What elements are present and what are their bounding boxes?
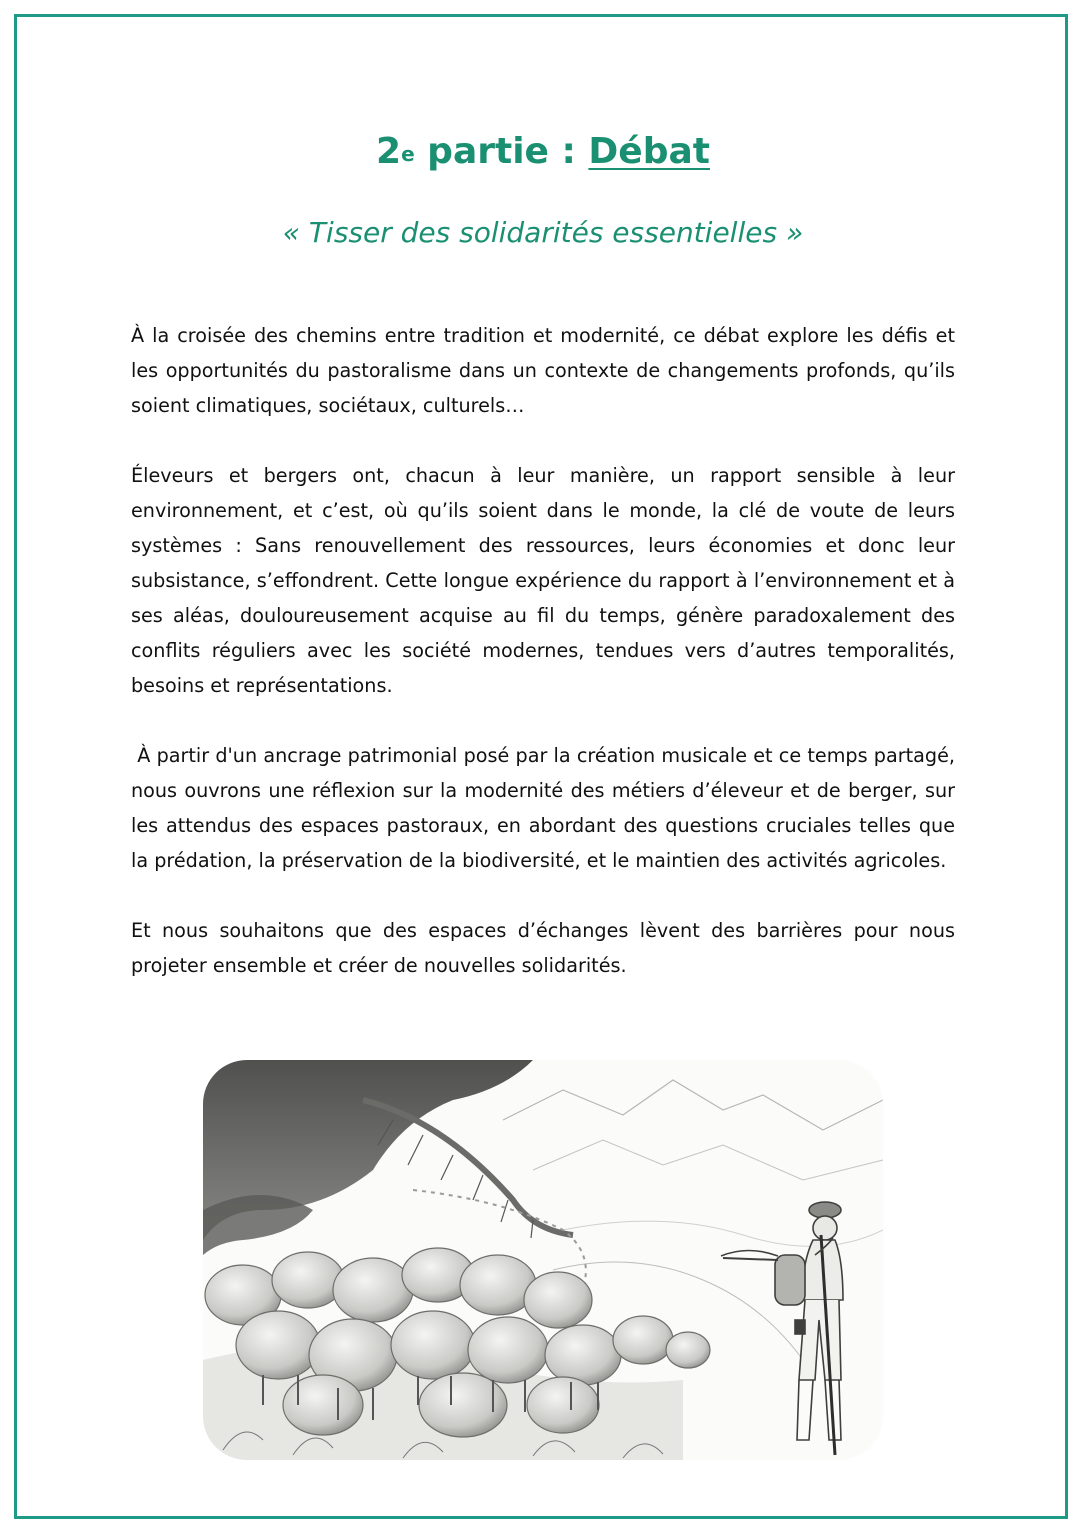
title-superscript: e xyxy=(401,142,415,166)
page-title xyxy=(0,128,1086,176)
paragraph-herders: Éleveurs et bergers ont, chacun à leur manière, un rapport sensible à leur environnement, et c’est, où qu’ils soient dans le monde, la clé de voute de leurs systèmes : Sans renouvellement des ressources, leurs économies et donc leur subsistance, s’effondrent. Cette longue expérience du rapport à l’environnement et à ses aléas, douloureusement acquise au fil du temps, génère paradoxalement des conflits réguliers avec les société modernes, tendues vers d’autres temporalités, besoins et représentations. xyxy=(131,464,955,697)
title-number: 2 xyxy=(376,131,402,172)
subtitle: « Tisser des solidarités essentielles » xyxy=(282,216,804,249)
title-highlight: Débat xyxy=(588,131,710,172)
title-prefix: partie : xyxy=(414,131,589,172)
paragraph-solidarity: Et nous souhaitons que des espaces d’échanges lèvent des barrières pour nous projeter ensemble et créer de nouvelles solidarités. xyxy=(131,919,955,977)
paragraph-reflection: À partir d'un ancrage patrimonial posé par la création musicale et ce temps partagé, nous ouvrons une réflexion sur la modernité des métiers d’éleveur et de berger, sur les attendus des espaces pastoraux, en abordant des questions cruciales telles que la prédation, la préservation de la biodiversité, et le maintien des activités agricoles. xyxy=(131,744,962,872)
paragraph-intro: À la croisée des chemins entre tradition et modernité, ce débat explore les défis et les opportunités du pastoralisme dans un contexte de changements profonds, qu’ils soient climatiques, sociétaux, culturels… xyxy=(131,324,955,417)
body-text xyxy=(131,318,962,1018)
shepherd-flock-illustration xyxy=(203,1060,883,1460)
